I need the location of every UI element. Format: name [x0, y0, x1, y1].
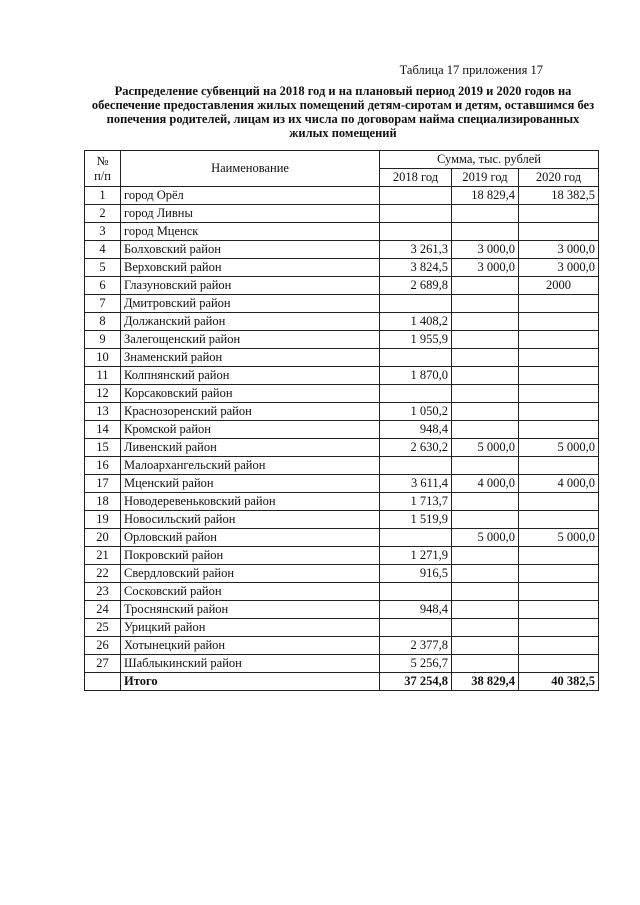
row-2018: 1 870,0	[380, 367, 452, 385]
row-2019	[452, 619, 519, 637]
row-name: Ливенский район	[121, 439, 380, 457]
table-row	[85, 403, 599, 421]
row-number: 8	[85, 313, 121, 331]
row-2018	[380, 583, 452, 601]
row-name: Малоархангельский район	[121, 457, 380, 475]
row-2019	[452, 277, 519, 295]
row-2019: 3 000,0	[452, 259, 519, 277]
row-2018: 3 261,3	[380, 241, 452, 259]
row-number: 13	[85, 403, 121, 421]
row-2018: 1 271,9	[380, 547, 452, 565]
row-2018	[380, 529, 452, 547]
row-2019: 3 000,0	[452, 241, 519, 259]
row-2020	[519, 583, 599, 601]
row-2019	[452, 349, 519, 367]
row-number: 10	[85, 349, 121, 367]
row-2019	[452, 565, 519, 583]
row-2020	[519, 457, 599, 475]
row-name: город Орёл	[121, 187, 380, 205]
row-number: 4	[85, 241, 121, 259]
table-row	[85, 259, 599, 277]
table-row	[85, 421, 599, 439]
row-2019	[452, 223, 519, 241]
row-2018: 1 050,2	[380, 403, 452, 421]
row-2019: 4 000,0	[452, 475, 519, 493]
table-row	[85, 583, 599, 601]
header-sum: Сумма, тыс. рублей	[380, 151, 599, 169]
row-name: Колпнянский район	[121, 367, 380, 385]
row-number: 23	[85, 583, 121, 601]
row-number: 25	[85, 619, 121, 637]
row-2018	[380, 349, 452, 367]
row-number: 21	[85, 547, 121, 565]
row-number: 15	[85, 439, 121, 457]
row-2019: 5 000,0	[452, 529, 519, 547]
row-2020: 4 000,0	[519, 475, 599, 493]
total-2018: 37 254,8	[380, 673, 452, 691]
header-number	[85, 151, 121, 187]
row-number: 14	[85, 421, 121, 439]
row-2019	[452, 601, 519, 619]
row-2020	[519, 493, 599, 511]
row-number: 9	[85, 331, 121, 349]
row-2020	[519, 547, 599, 565]
row-2020	[519, 385, 599, 403]
row-2019: 5 000,0	[452, 439, 519, 457]
row-2020	[519, 403, 599, 421]
row-2018: 948,4	[380, 421, 452, 439]
row-2018: 3 611,4	[380, 475, 452, 493]
row-2020: 5 000,0	[519, 529, 599, 547]
table-row	[85, 601, 599, 619]
row-number: 19	[85, 511, 121, 529]
row-2020	[519, 367, 599, 385]
row-name: Мценский район	[121, 475, 380, 493]
table-row	[85, 187, 599, 205]
row-2018	[380, 619, 452, 637]
row-2020: 5 000,0	[519, 439, 599, 457]
row-number: 11	[85, 367, 121, 385]
table-row	[85, 457, 599, 475]
table-row	[85, 241, 599, 259]
row-2018	[380, 223, 452, 241]
row-name: Верховский район	[121, 259, 380, 277]
header-year-2020: 2020 год	[519, 169, 599, 187]
row-2019	[452, 403, 519, 421]
row-2019	[452, 421, 519, 439]
row-2019	[452, 583, 519, 601]
table-row	[85, 223, 599, 241]
table-row	[85, 367, 599, 385]
row-name: Дмитровский район	[121, 295, 380, 313]
row-2019: 18 829,4	[452, 187, 519, 205]
table-row	[85, 511, 599, 529]
row-2020	[519, 565, 599, 583]
row-2018: 948,4	[380, 601, 452, 619]
row-name: Новодеревеньковский район	[121, 493, 380, 511]
row-name: Залегощенский район	[121, 331, 380, 349]
row-2020: 3 000,0	[519, 259, 599, 277]
table-row	[85, 439, 599, 457]
total-label: Итого	[121, 673, 380, 691]
row-2019	[452, 367, 519, 385]
table-row	[85, 475, 599, 493]
row-2018: 916,5	[380, 565, 452, 583]
row-2020	[519, 331, 599, 349]
table-row	[85, 565, 599, 583]
row-number: 27	[85, 655, 121, 673]
row-number: 26	[85, 637, 121, 655]
row-2018: 3 824,5	[380, 259, 452, 277]
table-row	[85, 619, 599, 637]
row-2018	[380, 457, 452, 475]
table-row	[85, 277, 599, 295]
row-2020	[519, 655, 599, 673]
row-name: Шаблыкинский район	[121, 655, 380, 673]
row-2020	[519, 421, 599, 439]
row-2019	[452, 457, 519, 475]
row-name: Корсаковский район	[121, 385, 380, 403]
header-year-2018: 2018 год	[380, 169, 452, 187]
row-2018: 2 630,2	[380, 439, 452, 457]
row-number: 16	[85, 457, 121, 475]
row-name: Новосильский район	[121, 511, 380, 529]
row-number: 12	[85, 385, 121, 403]
row-2020	[519, 349, 599, 367]
row-2020	[519, 601, 599, 619]
total-2019: 38 829,4	[452, 673, 519, 691]
row-number: 7	[85, 295, 121, 313]
table-row	[85, 331, 599, 349]
row-2020	[519, 511, 599, 529]
row-name: Краснозоренский район	[121, 403, 380, 421]
row-number: 5	[85, 259, 121, 277]
row-2018: 5 256,7	[380, 655, 452, 673]
row-2020	[519, 637, 599, 655]
row-2019	[452, 511, 519, 529]
row-2020	[519, 205, 599, 223]
row-2020	[519, 313, 599, 331]
row-name: Знаменский район	[121, 349, 380, 367]
total-row	[85, 673, 599, 691]
row-number: 2	[85, 205, 121, 223]
table-row	[85, 385, 599, 403]
table-row	[85, 637, 599, 655]
row-2018	[380, 385, 452, 403]
table-row	[85, 205, 599, 223]
header-number-line2: п/п	[94, 168, 111, 183]
row-2020	[519, 295, 599, 313]
row-name: Болховский район	[121, 241, 380, 259]
row-2019	[452, 493, 519, 511]
row-name: Должанский район	[121, 313, 380, 331]
row-2018: 1 519,9	[380, 511, 452, 529]
document-title: Распределение субвенций на 2018 год и на плановый период 2019 и 2020 годов на обеспечение предоставления жилых помещений детям-сиротам и детям, оставшимся без попечения родителей, лицам из их числа по договорам найма специализированных жилых помещений	[91, 84, 595, 140]
row-number: 22	[85, 565, 121, 583]
table-row	[85, 349, 599, 367]
row-name: город Мценск	[121, 223, 380, 241]
row-name: Покровский район	[121, 547, 380, 565]
row-2018: 2 689,8	[380, 277, 452, 295]
row-2018: 1 955,9	[380, 331, 452, 349]
row-2019	[452, 637, 519, 655]
row-2020	[519, 223, 599, 241]
row-number: 18	[85, 493, 121, 511]
table-row	[85, 655, 599, 673]
row-2018	[380, 295, 452, 313]
row-2019	[452, 385, 519, 403]
row-name: Кромской район	[121, 421, 380, 439]
table-row	[85, 547, 599, 565]
row-name: Глазуновский район	[121, 277, 380, 295]
row-2019	[452, 331, 519, 349]
row-2019	[452, 205, 519, 223]
row-2020: 18 382,5	[519, 187, 599, 205]
table-row	[85, 313, 599, 331]
row-2018	[380, 205, 452, 223]
row-number: 20	[85, 529, 121, 547]
header-year-2019: 2019 год	[452, 169, 519, 187]
total-num-cell	[85, 673, 121, 691]
row-name: город Ливны	[121, 205, 380, 223]
row-2020: 2000	[519, 277, 599, 295]
row-2018: 1 713,7	[380, 493, 452, 511]
row-2019	[452, 295, 519, 313]
header-name: Наименование	[121, 151, 380, 187]
row-2018: 2 377,8	[380, 637, 452, 655]
row-name: Урицкий район	[121, 619, 380, 637]
header-number-line1: №	[96, 153, 109, 168]
row-name: Троснянский район	[121, 601, 380, 619]
subvention-table	[84, 150, 599, 691]
row-number: 1	[85, 187, 121, 205]
table-caption: Таблица 17 приложения 17	[399, 63, 543, 77]
row-number: 6	[85, 277, 121, 295]
table-row	[85, 529, 599, 547]
row-number: 3	[85, 223, 121, 241]
row-number: 17	[85, 475, 121, 493]
row-2019	[452, 547, 519, 565]
row-2020	[519, 619, 599, 637]
row-2019	[452, 313, 519, 331]
row-name: Хотынецкий район	[121, 637, 380, 655]
row-name: Свердловский район	[121, 565, 380, 583]
total-2020: 40 382,5	[519, 673, 599, 691]
row-2018: 1 408,2	[380, 313, 452, 331]
row-name: Сосковский район	[121, 583, 380, 601]
table-row	[85, 493, 599, 511]
row-name: Орловский район	[121, 529, 380, 547]
row-2020: 3 000,0	[519, 241, 599, 259]
row-2018	[380, 187, 452, 205]
row-2019	[452, 655, 519, 673]
table-row	[85, 295, 599, 313]
row-number: 24	[85, 601, 121, 619]
